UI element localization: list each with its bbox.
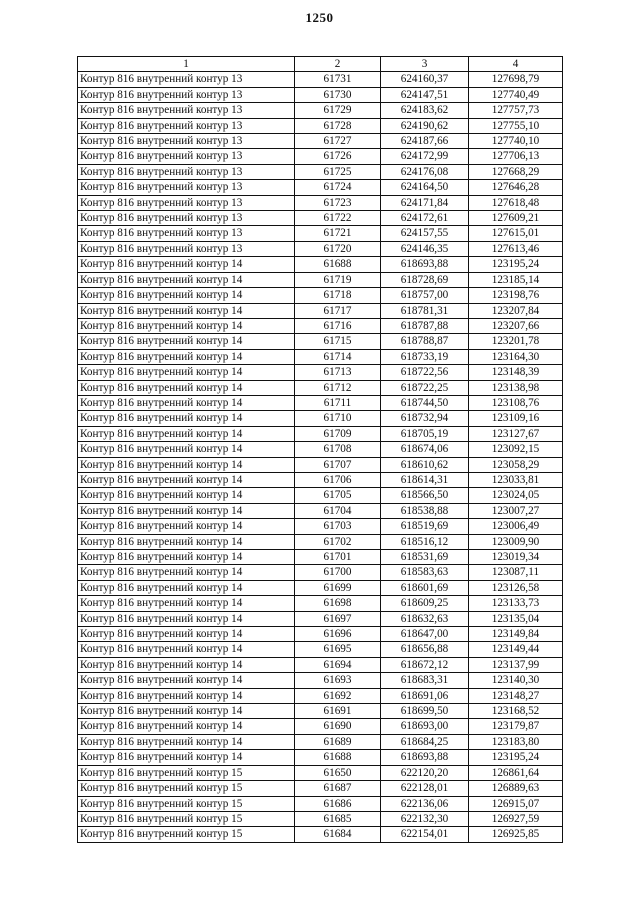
contour-name-cell: Контур 816 внутренний контур 15 [78, 811, 295, 826]
contour-name-cell: Контур 816 внутренний контур 15 [78, 781, 295, 796]
table-row [78, 534, 563, 549]
y-coordinate-cell: 123201,78 [469, 334, 563, 349]
x-coordinate-cell: 618722,56 [381, 365, 469, 380]
x-coordinate-cell: 618788,87 [381, 334, 469, 349]
y-coordinate-cell: 127706,13 [469, 149, 563, 164]
point-number-cell: 61717 [295, 303, 381, 318]
contour-name-cell: Контур 816 внутренний контур 14 [78, 750, 295, 765]
x-coordinate-cell: 622136,06 [381, 796, 469, 811]
contour-name-cell: Контур 816 внутренний контур 14 [78, 611, 295, 626]
page-number: 1250 [305, 10, 334, 25]
contour-name-cell: Контур 816 внутренний контур 14 [78, 318, 295, 333]
column-header: 1 [78, 57, 295, 72]
contour-name-cell: Контур 816 внутренний контур 14 [78, 334, 295, 349]
table-row [78, 134, 563, 149]
point-number-cell: 61715 [295, 334, 381, 349]
contour-name-cell: Контур 816 внутренний контур 14 [78, 488, 295, 503]
x-coordinate-cell: 618781,31 [381, 303, 469, 318]
coordinates-table [77, 56, 563, 843]
point-number-cell: 61697 [295, 611, 381, 626]
table-row [78, 257, 563, 272]
y-coordinate-cell: 127668,29 [469, 164, 563, 179]
x-coordinate-cell: 622132,30 [381, 811, 469, 826]
x-coordinate-cell: 618656,88 [381, 642, 469, 657]
table-row [78, 149, 563, 164]
table-row [78, 241, 563, 256]
y-coordinate-cell: 123140,30 [469, 673, 563, 688]
table-row [78, 688, 563, 703]
table-row [78, 457, 563, 472]
point-number-cell: 61725 [295, 164, 381, 179]
x-coordinate-cell: 618722,25 [381, 380, 469, 395]
point-number-cell: 61687 [295, 781, 381, 796]
contour-name-cell: Контур 816 внутренний контур 14 [78, 426, 295, 441]
x-coordinate-cell: 624183,62 [381, 103, 469, 118]
x-coordinate-cell: 618757,00 [381, 288, 469, 303]
x-coordinate-cell: 618744,50 [381, 395, 469, 410]
y-coordinate-cell: 123009,90 [469, 534, 563, 549]
point-number-cell: 61716 [295, 318, 381, 333]
table-header-row [78, 57, 563, 72]
table-row [78, 796, 563, 811]
table-row [78, 781, 563, 796]
x-coordinate-cell: 618787,88 [381, 318, 469, 333]
contour-name-cell: Контур 816 внутренний контур 14 [78, 673, 295, 688]
point-number-cell: 61728 [295, 118, 381, 133]
y-coordinate-cell: 123007,27 [469, 503, 563, 518]
contour-name-cell: Контур 816 внутренний контур 14 [78, 657, 295, 672]
y-coordinate-cell: 127740,49 [469, 87, 563, 102]
contour-name-cell: Контур 816 внутренний контур 13 [78, 241, 295, 256]
x-coordinate-cell: 618566,50 [381, 488, 469, 503]
table-row [78, 503, 563, 518]
y-coordinate-cell: 127646,28 [469, 180, 563, 195]
x-coordinate-cell: 618728,69 [381, 272, 469, 287]
y-coordinate-cell: 123207,84 [469, 303, 563, 318]
contour-name-cell: Контур 816 внутренний контур 14 [78, 565, 295, 580]
contour-name-cell: Контур 816 внутренний контур 14 [78, 442, 295, 457]
contour-name-cell: Контур 816 внутренний контур 14 [78, 519, 295, 534]
column-header: 2 [295, 57, 381, 72]
y-coordinate-cell: 127613,46 [469, 241, 563, 256]
point-number-cell: 61650 [295, 765, 381, 780]
contour-name-cell: Контур 816 внутренний контур 14 [78, 257, 295, 272]
x-coordinate-cell: 624172,61 [381, 211, 469, 226]
table-row [78, 611, 563, 626]
x-coordinate-cell: 618614,31 [381, 472, 469, 487]
point-number-cell: 61701 [295, 550, 381, 565]
table-row [78, 472, 563, 487]
y-coordinate-cell: 123195,24 [469, 257, 563, 272]
y-coordinate-cell: 123006,49 [469, 519, 563, 534]
y-coordinate-cell: 126861,64 [469, 765, 563, 780]
point-number-cell: 61699 [295, 580, 381, 595]
contour-name-cell: Контур 816 внутренний контур 14 [78, 503, 295, 518]
column-header: 4 [469, 57, 563, 72]
contour-name-cell: Контур 816 внутренний контур 14 [78, 704, 295, 719]
point-number-cell: 61704 [295, 503, 381, 518]
y-coordinate-cell: 123133,73 [469, 596, 563, 611]
y-coordinate-cell: 127609,21 [469, 211, 563, 226]
x-coordinate-cell: 618693,88 [381, 257, 469, 272]
y-coordinate-cell: 126927,59 [469, 811, 563, 826]
y-coordinate-cell: 123126,58 [469, 580, 563, 595]
contour-name-cell: Контур 816 внутренний контур 14 [78, 395, 295, 410]
table-row [78, 550, 563, 565]
contour-name-cell: Контур 816 внутренний контур 14 [78, 627, 295, 642]
y-coordinate-cell: 123179,87 [469, 719, 563, 734]
table-row [78, 719, 563, 734]
x-coordinate-cell: 618693,00 [381, 719, 469, 734]
point-number-cell: 61703 [295, 519, 381, 534]
y-coordinate-cell: 123109,16 [469, 411, 563, 426]
table-row [78, 488, 563, 503]
x-coordinate-cell: 624172,99 [381, 149, 469, 164]
x-coordinate-cell: 618699,50 [381, 704, 469, 719]
y-coordinate-cell: 123127,67 [469, 426, 563, 441]
column-header: 3 [381, 57, 469, 72]
table-row [78, 596, 563, 611]
x-coordinate-cell: 618583,63 [381, 565, 469, 580]
table-row [78, 704, 563, 719]
table-row [78, 580, 563, 595]
x-coordinate-cell: 618519,69 [381, 519, 469, 534]
x-coordinate-cell: 622128,01 [381, 781, 469, 796]
table-row [78, 334, 563, 349]
contour-name-cell: Контур 816 внутренний контур 13 [78, 103, 295, 118]
x-coordinate-cell: 622154,01 [381, 827, 469, 842]
table-row [78, 426, 563, 441]
point-number-cell: 61691 [295, 704, 381, 719]
table-row [78, 627, 563, 642]
y-coordinate-cell: 127757,73 [469, 103, 563, 118]
point-number-cell: 61689 [295, 734, 381, 749]
x-coordinate-cell: 624157,55 [381, 226, 469, 241]
x-coordinate-cell: 618733,19 [381, 349, 469, 364]
point-number-cell: 61695 [295, 642, 381, 657]
x-coordinate-cell: 618516,12 [381, 534, 469, 549]
point-number-cell: 61710 [295, 411, 381, 426]
x-coordinate-cell: 622120,20 [381, 765, 469, 780]
contour-name-cell: Контур 816 внутренний контур 13 [78, 118, 295, 133]
point-number-cell: 61720 [295, 241, 381, 256]
y-coordinate-cell: 127740,10 [469, 134, 563, 149]
y-coordinate-cell: 123168,52 [469, 704, 563, 719]
point-number-cell: 61718 [295, 288, 381, 303]
contour-name-cell: Контур 816 внутренний контур 13 [78, 226, 295, 241]
y-coordinate-cell: 123207,66 [469, 318, 563, 333]
y-coordinate-cell: 123198,76 [469, 288, 563, 303]
point-number-cell: 61726 [295, 149, 381, 164]
point-number-cell: 61705 [295, 488, 381, 503]
contour-name-cell: Контур 816 внутренний контур 14 [78, 380, 295, 395]
y-coordinate-cell: 123058,29 [469, 457, 563, 472]
contour-name-cell: Контур 816 внутренний контур 14 [78, 303, 295, 318]
x-coordinate-cell: 618693,88 [381, 750, 469, 765]
point-number-cell: 61688 [295, 750, 381, 765]
point-number-cell: 61702 [295, 534, 381, 549]
y-coordinate-cell: 123087,11 [469, 565, 563, 580]
point-number-cell: 61698 [295, 596, 381, 611]
table-row [78, 811, 563, 826]
contour-name-cell: Контур 816 внутренний контур 13 [78, 72, 295, 87]
point-number-cell: 61706 [295, 472, 381, 487]
table-row [78, 211, 563, 226]
table-row [78, 226, 563, 241]
contour-name-cell: Контур 816 внутренний контур 14 [78, 550, 295, 565]
table-row [78, 72, 563, 87]
point-number-cell: 61724 [295, 180, 381, 195]
table-row [78, 164, 563, 179]
x-coordinate-cell: 618732,94 [381, 411, 469, 426]
y-coordinate-cell: 123137,99 [469, 657, 563, 672]
table-row [78, 411, 563, 426]
point-number-cell: 61693 [295, 673, 381, 688]
table-row [78, 195, 563, 210]
y-coordinate-cell: 123148,39 [469, 365, 563, 380]
y-coordinate-cell: 123138,98 [469, 380, 563, 395]
y-coordinate-cell: 123148,27 [469, 688, 563, 703]
point-number-cell: 61714 [295, 349, 381, 364]
y-coordinate-cell: 126925,85 [469, 827, 563, 842]
x-coordinate-cell: 618610,62 [381, 457, 469, 472]
point-number-cell: 61685 [295, 811, 381, 826]
point-number-cell: 61730 [295, 87, 381, 102]
table-row [78, 734, 563, 749]
table-body [78, 72, 563, 842]
x-coordinate-cell: 624146,35 [381, 241, 469, 256]
x-coordinate-cell: 618674,06 [381, 442, 469, 457]
table-row [78, 272, 563, 287]
table-row [78, 395, 563, 410]
y-coordinate-cell: 126889,63 [469, 781, 563, 796]
table-row [78, 673, 563, 688]
contour-name-cell: Контур 816 внутренний контур 14 [78, 719, 295, 734]
x-coordinate-cell: 624171,84 [381, 195, 469, 210]
contour-name-cell: Контур 816 внутренний контур 14 [78, 457, 295, 472]
contour-name-cell: Контур 816 внутренний контур 13 [78, 164, 295, 179]
y-coordinate-cell: 123149,84 [469, 627, 563, 642]
table-row [78, 303, 563, 318]
point-number-cell: 61727 [295, 134, 381, 149]
table-row [78, 827, 563, 842]
point-number-cell: 61692 [295, 688, 381, 703]
y-coordinate-cell: 123195,24 [469, 750, 563, 765]
contour-name-cell: Контур 816 внутренний контур 15 [78, 796, 295, 811]
y-coordinate-cell: 127615,01 [469, 226, 563, 241]
x-coordinate-cell: 618531,69 [381, 550, 469, 565]
y-coordinate-cell: 126915,07 [469, 796, 563, 811]
x-coordinate-cell: 624187,66 [381, 134, 469, 149]
contour-name-cell: Контур 816 внутренний контур 14 [78, 272, 295, 287]
contour-name-cell: Контур 816 внутренний контур 14 [78, 642, 295, 657]
point-number-cell: 61712 [295, 380, 381, 395]
y-coordinate-cell: 127698,79 [469, 72, 563, 87]
point-number-cell: 61684 [295, 827, 381, 842]
point-number-cell: 61694 [295, 657, 381, 672]
point-number-cell: 61707 [295, 457, 381, 472]
contour-name-cell: Контур 816 внутренний контур 14 [78, 534, 295, 549]
x-coordinate-cell: 618683,31 [381, 673, 469, 688]
point-number-cell: 61686 [295, 796, 381, 811]
table-row [78, 180, 563, 195]
y-coordinate-cell: 123019,34 [469, 550, 563, 565]
contour-name-cell: Контур 816 внутренний контур 13 [78, 134, 295, 149]
point-number-cell: 61709 [295, 426, 381, 441]
point-number-cell: 61708 [295, 442, 381, 457]
x-coordinate-cell: 618691,06 [381, 688, 469, 703]
contour-name-cell: Контур 816 внутренний контур 15 [78, 765, 295, 780]
table-row [78, 442, 563, 457]
point-number-cell: 61700 [295, 565, 381, 580]
table-row [78, 349, 563, 364]
x-coordinate-cell: 624147,51 [381, 87, 469, 102]
y-coordinate-cell: 123164,30 [469, 349, 563, 364]
table-row [78, 519, 563, 534]
contour-name-cell: Контур 816 внутренний контур 14 [78, 411, 295, 426]
table-row [78, 365, 563, 380]
y-coordinate-cell: 123185,14 [469, 272, 563, 287]
contour-name-cell: Контур 816 внутренний контур 14 [78, 596, 295, 611]
x-coordinate-cell: 624176,08 [381, 164, 469, 179]
contour-name-cell: Контур 816 внутренний контур 13 [78, 211, 295, 226]
table-row [78, 288, 563, 303]
y-coordinate-cell: 123149,44 [469, 642, 563, 657]
contour-name-cell: Контур 816 внутренний контур 14 [78, 365, 295, 380]
y-coordinate-cell: 127618,48 [469, 195, 563, 210]
x-coordinate-cell: 618609,25 [381, 596, 469, 611]
contour-name-cell: Контур 816 внутренний контур 13 [78, 87, 295, 102]
contour-name-cell: Контур 816 внутренний контур 13 [78, 195, 295, 210]
contour-name-cell: Контур 816 внутренний контур 14 [78, 734, 295, 749]
x-coordinate-cell: 618632,63 [381, 611, 469, 626]
table-row [78, 642, 563, 657]
y-coordinate-cell: 123092,15 [469, 442, 563, 457]
table-row [78, 87, 563, 102]
y-coordinate-cell: 127755,10 [469, 118, 563, 133]
table-row [78, 103, 563, 118]
y-coordinate-cell: 123033,81 [469, 472, 563, 487]
table-row [78, 765, 563, 780]
y-coordinate-cell: 123024,05 [469, 488, 563, 503]
table-row [78, 657, 563, 672]
point-number-cell: 61721 [295, 226, 381, 241]
point-number-cell: 61722 [295, 211, 381, 226]
contour-name-cell: Контур 816 внутренний контур 14 [78, 580, 295, 595]
x-coordinate-cell: 618672,12 [381, 657, 469, 672]
contour-name-cell: Контур 816 внутренний контур 14 [78, 472, 295, 487]
x-coordinate-cell: 618601,69 [381, 580, 469, 595]
table-row [78, 750, 563, 765]
point-number-cell: 61696 [295, 627, 381, 642]
point-number-cell: 61731 [295, 72, 381, 87]
point-number-cell: 61688 [295, 257, 381, 272]
y-coordinate-cell: 123135,04 [469, 611, 563, 626]
contour-name-cell: Контур 816 внутренний контур 14 [78, 288, 295, 303]
contour-name-cell: Контур 816 внутренний контур 15 [78, 827, 295, 842]
table-row [78, 118, 563, 133]
x-coordinate-cell: 618647,00 [381, 627, 469, 642]
table-row [78, 565, 563, 580]
point-number-cell: 61690 [295, 719, 381, 734]
point-number-cell: 61723 [295, 195, 381, 210]
point-number-cell: 61719 [295, 272, 381, 287]
point-number-cell: 61711 [295, 395, 381, 410]
x-coordinate-cell: 624190,62 [381, 118, 469, 133]
contour-name-cell: Контур 816 внутренний контур 13 [78, 180, 295, 195]
x-coordinate-cell: 618705,19 [381, 426, 469, 441]
y-coordinate-cell: 123183,80 [469, 734, 563, 749]
point-number-cell: 61729 [295, 103, 381, 118]
table-row [78, 380, 563, 395]
x-coordinate-cell: 624164,50 [381, 180, 469, 195]
contour-name-cell: Контур 816 внутренний контур 14 [78, 688, 295, 703]
x-coordinate-cell: 618684,25 [381, 734, 469, 749]
contour-name-cell: Контур 816 внутренний контур 13 [78, 149, 295, 164]
point-number-cell: 61713 [295, 365, 381, 380]
table-row [78, 318, 563, 333]
x-coordinate-cell: 624160,37 [381, 72, 469, 87]
y-coordinate-cell: 123108,76 [469, 395, 563, 410]
contour-name-cell: Контур 816 внутренний контур 14 [78, 349, 295, 364]
x-coordinate-cell: 618538,88 [381, 503, 469, 518]
